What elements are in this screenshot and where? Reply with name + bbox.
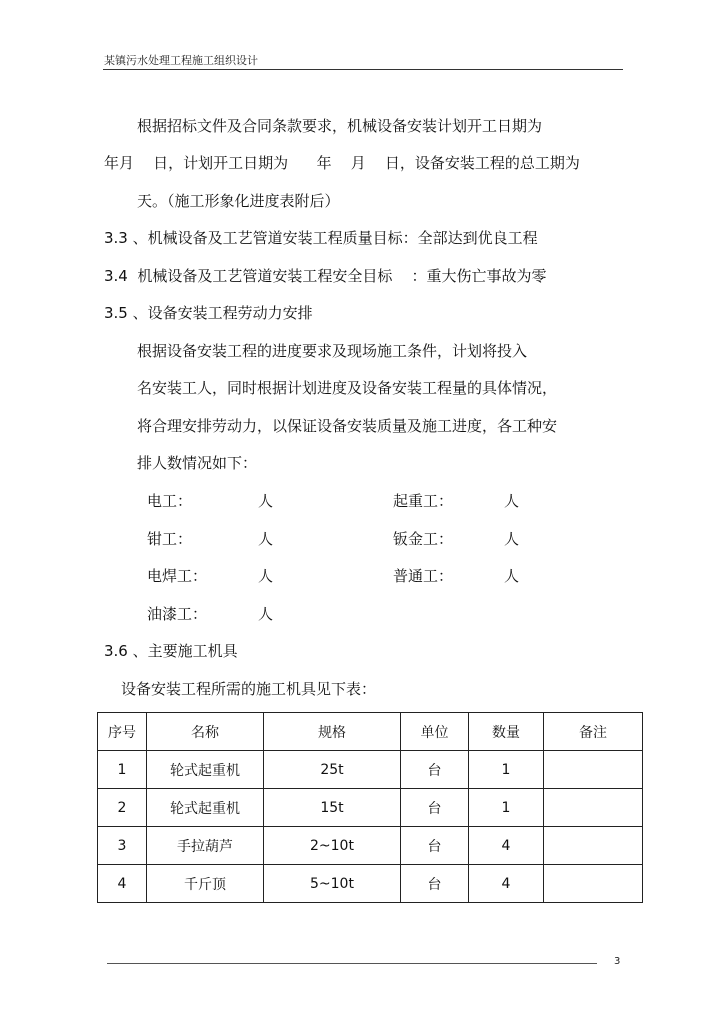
table-cell — [544, 827, 643, 865]
section-3-6-heading: 3.6 、主要施工机具 — [104, 642, 238, 660]
table-cell: 台 — [401, 827, 469, 865]
column-header: 名称 — [147, 713, 264, 751]
table-cell: 台 — [401, 865, 469, 903]
table-cell: 手拉葫芦 — [147, 827, 264, 865]
tools-intro: 设备安装工程所需的施工机具见下表： — [121, 680, 377, 698]
table-cell: 2 — [98, 789, 147, 827]
table-cell — [544, 789, 643, 827]
table-cell: 台 — [401, 751, 469, 789]
table-cell: 4 — [469, 827, 544, 865]
table-cell: 3 — [98, 827, 147, 865]
trade-sheet-metal-label: 钣金工： — [393, 530, 454, 548]
header-divider — [103, 69, 623, 70]
table-cell: 15t — [264, 789, 401, 827]
labor-paragraph-line: 名安装工人，同时根据计划进度及设备安装工程量的具体情况， — [137, 379, 558, 397]
table-cell — [544, 751, 643, 789]
table-row — [98, 789, 643, 827]
section-3-5-heading: 3.5 、设备安装工程劳动力安排 — [104, 304, 313, 322]
column-header: 单位 — [401, 713, 469, 751]
section-3-4-safety-target: 3.4 机械设备及工艺管道安装工程安全目标 ：重大伤亡事故为零 — [104, 267, 547, 285]
trade-fitter-label: 钳工： — [147, 530, 193, 548]
trade-welder-unit: 人 — [258, 567, 274, 585]
table-cell: 5~10t — [264, 865, 401, 903]
table-row — [98, 751, 643, 789]
table-cell: 轮式起重机 — [147, 751, 264, 789]
schedule-line-1: 根据招标文件及合同条款要求，机械设备安装计划开工日期为 — [137, 117, 543, 135]
header-title: 某镇污水处理工程施工组织设计 — [104, 54, 258, 67]
table-cell: 轮式起重机 — [147, 789, 264, 827]
trade-electrician-label: 电工： — [147, 492, 193, 510]
schedule-line-3: 天。（施工形象化进度表附后） — [137, 192, 340, 210]
trade-rigger-unit: 人 — [504, 492, 520, 510]
labor-paragraph-line: 排人数情况如下： — [137, 454, 258, 472]
page-number: 3 — [614, 956, 621, 967]
table-cell: 2~10t — [264, 827, 401, 865]
labor-paragraph-line: 将合理安排劳动力，以保证设备安装质量及施工进度，各工种安 — [137, 417, 558, 435]
table-row — [98, 827, 643, 865]
table-cell: 1 — [469, 751, 544, 789]
table-cell: 1 — [469, 789, 544, 827]
column-header: 数量 — [469, 713, 544, 751]
trade-painter-label: 油漆工： — [147, 605, 208, 623]
trade-general-worker-label: 普通工： — [393, 567, 454, 585]
trade-electrician-unit: 人 — [258, 492, 274, 510]
tools-table — [97, 712, 643, 903]
trade-sheet-metal-unit: 人 — [504, 530, 520, 548]
table-cell: 4 — [469, 865, 544, 903]
trade-general-worker-unit: 人 — [504, 567, 520, 585]
section-3-3-quality-target: 3.3 、机械设备及工艺管道安装工程质量目标：全部达到优良工程 — [104, 229, 538, 247]
table-cell: 25t — [264, 751, 401, 789]
table-cell: 千斤顶 — [147, 865, 264, 903]
table-cell — [544, 865, 643, 903]
trade-welder-label: 电焊工： — [147, 567, 208, 585]
column-header: 备注 — [544, 713, 643, 751]
schedule-line-2: 年月 日，计划开工日期为 年 月 日，设备安装工程的总工期为 — [104, 154, 580, 172]
table-row — [98, 865, 643, 903]
table-header-row — [98, 713, 643, 751]
trade-fitter-unit: 人 — [258, 530, 274, 548]
table-cell: 4 — [98, 865, 147, 903]
trade-painter-unit: 人 — [258, 605, 274, 623]
column-header: 规格 — [264, 713, 401, 751]
table-cell: 1 — [98, 751, 147, 789]
trade-rigger-label: 起重工： — [393, 492, 454, 510]
labor-paragraph-line: 根据设备安装工程的进度要求及现场施工条件，计划将投入 — [137, 342, 528, 360]
footer-divider — [107, 963, 597, 964]
column-header: 序号 — [98, 713, 147, 751]
table-cell: 台 — [401, 789, 469, 827]
